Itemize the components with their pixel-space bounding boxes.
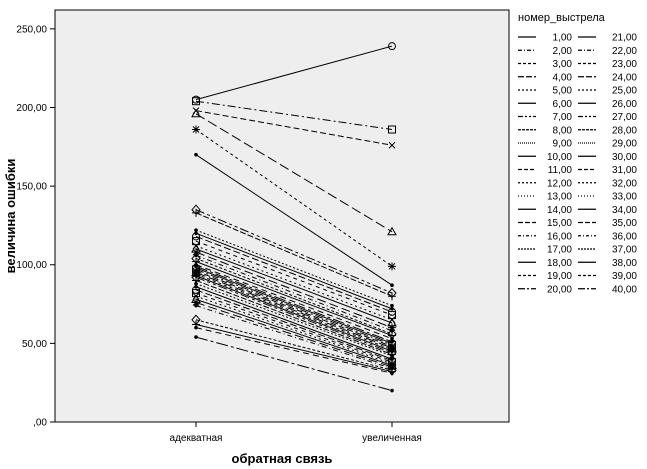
legend-label: 28,00 [611, 125, 637, 137]
legend-label: 4,00 [552, 72, 572, 84]
data-point [194, 304, 198, 308]
legend-label: 31,00 [611, 165, 637, 176]
legend-label: 38,00 [611, 257, 637, 269]
legend-label: 37,00 [611, 244, 637, 256]
data-point [390, 389, 394, 393]
data-point [194, 228, 198, 232]
y-tick-label: 250,00 [16, 24, 47, 36]
legend-label: 3,00 [552, 59, 572, 70]
y-tick-label: 150,00 [16, 181, 47, 193]
legend-label: 8,00 [552, 125, 572, 137]
legend-label: 6,00 [552, 98, 572, 110]
legend-label: 29,00 [611, 138, 637, 150]
legend-label: 5,00 [552, 85, 572, 97]
legend-label: 15,00 [546, 218, 572, 229]
legend-label: 26,00 [611, 98, 637, 110]
data-point [192, 126, 200, 134]
data-point [390, 304, 394, 308]
legend-label: 35,00 [611, 218, 637, 229]
data-point [194, 282, 198, 286]
legend-label: 20,00 [546, 284, 572, 296]
y-axis-title: величина ошибки [3, 158, 18, 274]
legend-label: 36,00 [611, 231, 637, 243]
legend-label: 12,00 [546, 178, 572, 190]
legend-label: 32,00 [611, 178, 637, 190]
y-tick-label: 200,00 [16, 102, 47, 114]
legend-label: 16,00 [546, 231, 572, 243]
y-tick-label: 50,00 [21, 338, 47, 350]
x-tick-label: увеличенная [362, 433, 422, 444]
legend-label: 9,00 [552, 138, 572, 150]
legend-label: 7,00 [552, 112, 572, 123]
legend-label: 23,00 [611, 59, 637, 70]
legend-label: 34,00 [611, 204, 637, 216]
data-point [390, 371, 394, 375]
legend-label: 27,00 [611, 112, 637, 123]
legend-label: 30,00 [611, 151, 637, 163]
x-tick-label: адекватная [169, 433, 223, 444]
x-axis-title: обратная связь [231, 451, 333, 466]
legend-label: 11,00 [547, 165, 572, 176]
legend-label: 39,00 [611, 271, 637, 282]
legend-label: 33,00 [611, 191, 637, 203]
legend-title: номер_выстрела [518, 12, 605, 24]
data-point [390, 283, 394, 287]
legend-label: 24,00 [611, 72, 637, 84]
legend-label: 10,00 [546, 151, 572, 163]
legend-label: 21,00 [611, 32, 637, 44]
legend-label: 14,00 [546, 204, 572, 216]
data-point [194, 335, 198, 339]
legend-label: 18,00 [546, 257, 572, 269]
legend [518, 33, 637, 296]
y-axis-ticks [16, 24, 55, 428]
y-tick-label: ,00 [33, 417, 47, 429]
legend-label: 19,00 [546, 271, 572, 282]
legend-label: 13,00 [546, 191, 572, 203]
legend-label: 1,00 [552, 32, 572, 44]
x-axis-ticks [170, 422, 422, 444]
legend-label: 40,00 [611, 284, 637, 296]
data-point [388, 262, 396, 270]
data-point [194, 153, 198, 157]
legend-label: 22,00 [611, 45, 637, 57]
y-tick-label: 100,00 [16, 260, 47, 272]
legend-label: 25,00 [611, 85, 637, 97]
legend-label: 2,00 [552, 45, 572, 57]
legend-label: 17,00 [546, 244, 572, 256]
data-point [194, 326, 198, 330]
